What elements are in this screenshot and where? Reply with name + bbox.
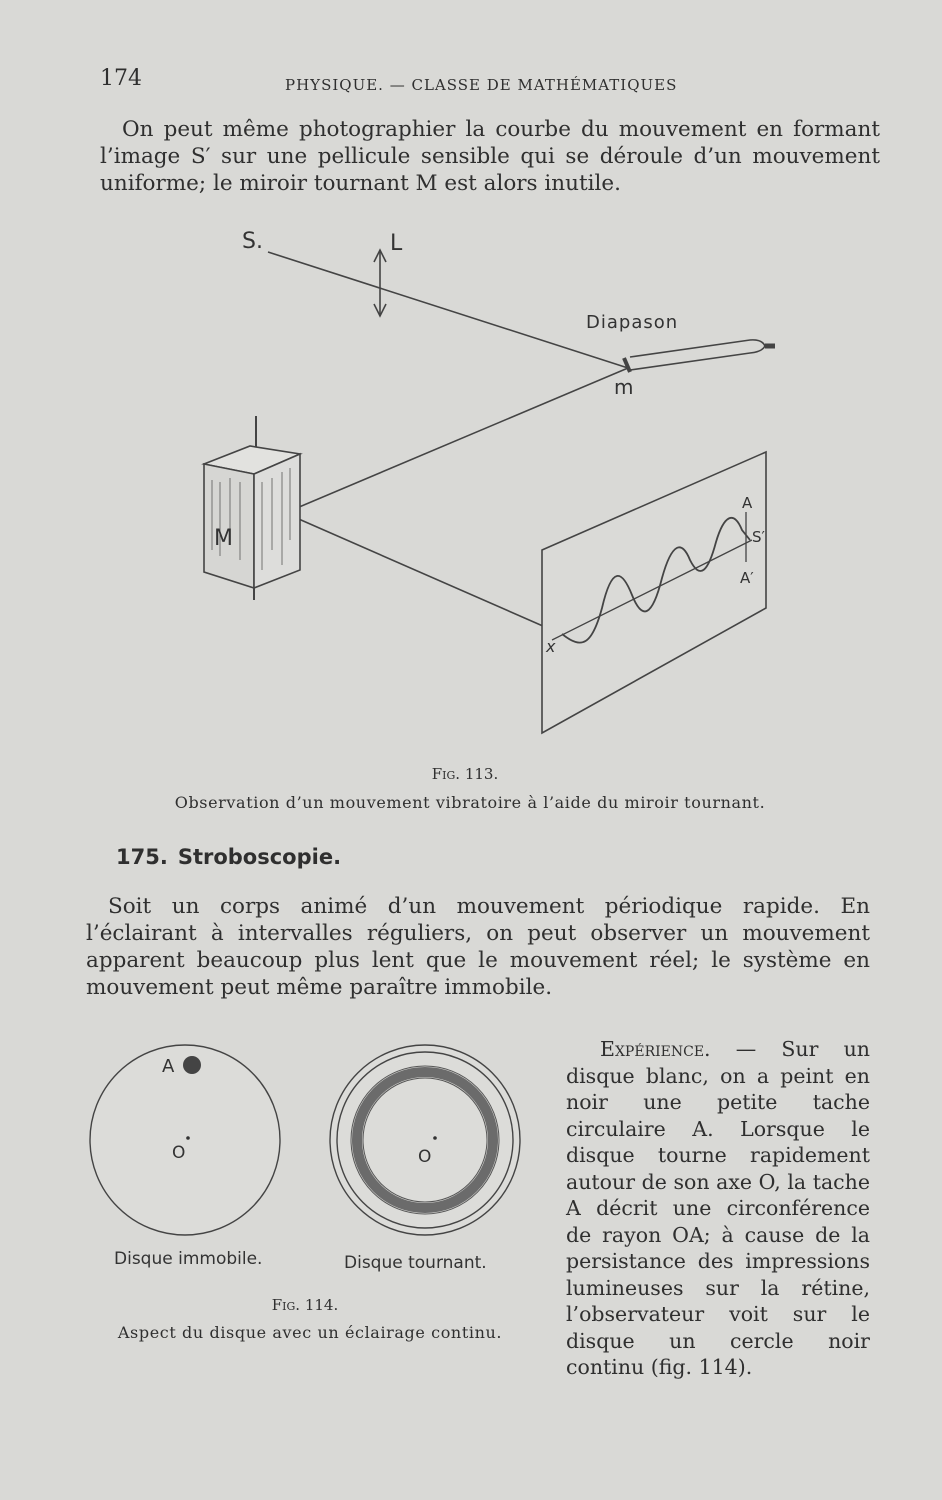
projection-screen xyxy=(542,452,766,733)
figure-113-diagram xyxy=(190,220,790,750)
label-disc-immobile: Disque immobile. xyxy=(114,1249,263,1269)
running-head: PHYSIQUE. — CLASSE DE MATHÉMATIQUES xyxy=(285,76,678,94)
label-point-a: A xyxy=(742,494,753,512)
figure-113-caption: Observation d’un mouvement vibratoire à l’aide du miroir tournant. xyxy=(174,793,766,812)
experience-text: — Sur un disque blanc, on a peint en noir une petite tache circulaire A. Lorsque le disque tourne rapidement autour de son axe O, la tache A décrit une circonférence de rayon OA; à cause de la persistance des impressions lumineuses sur la rétine, l’observateur voit sur le disque un cercle noir continu (fig. 114). xyxy=(566,1037,870,1379)
ray-fork-to-mirror xyxy=(285,368,628,513)
label-center-right: O xyxy=(418,1147,432,1167)
label-point-s-prime: S′ xyxy=(752,528,765,546)
label-fork: Diapason xyxy=(586,312,679,333)
section-number: 175. xyxy=(116,845,168,869)
label-rotating-mirror: M xyxy=(214,526,233,551)
figure-113-number: Fig. 113. xyxy=(431,765,499,783)
figure-114-number: Fig. 114. xyxy=(271,1296,339,1314)
rotating-mirror-prism xyxy=(204,416,300,600)
label-disc-rotating: Disque tournant. xyxy=(344,1253,487,1273)
ray-source-to-fork xyxy=(268,252,628,368)
label-axis-x: x xyxy=(546,637,556,656)
ray-mirror-to-screen xyxy=(285,513,552,630)
experience-label: Expérience. xyxy=(600,1037,711,1061)
disc-immobile xyxy=(90,1045,280,1235)
label-point-a-prime: A′ xyxy=(740,569,754,587)
section-paragraph: Soit un corps animé d’un mouvement périodique rapide. En l’éclairant à intervalles réguliers, on peut observer un mouvement apparent beaucoup plus lent que le mouvement réel; le système en mouvement peut même paraître immobile. xyxy=(86,894,870,1000)
label-lens: L xyxy=(390,231,403,256)
center-dot-right xyxy=(433,1136,437,1140)
section-heading xyxy=(116,845,341,869)
experience-paragraph xyxy=(566,1036,870,1381)
tuning-fork xyxy=(624,340,775,372)
center-dot-left xyxy=(186,1136,190,1140)
page-number: 174 xyxy=(100,66,142,91)
label-source: S. xyxy=(242,229,263,254)
label-spot-a: A xyxy=(162,1056,175,1077)
figure-114-diagram xyxy=(80,1040,530,1280)
figure-114-caption: Aspect du disque avec un éclairage continu. xyxy=(117,1323,503,1342)
black-spot-a xyxy=(183,1056,201,1074)
intro-paragraph: On peut même photographier la courbe du mouvement en formant l’image S′ sur une pellicule sensible qui se déroule d’un mouvement uniforme; le miroir tournant M est alors inutile. xyxy=(100,117,880,196)
section-title: Stroboscopie. xyxy=(177,845,342,869)
label-fork-mirror: m xyxy=(614,375,634,399)
label-center-left: O xyxy=(172,1143,186,1163)
